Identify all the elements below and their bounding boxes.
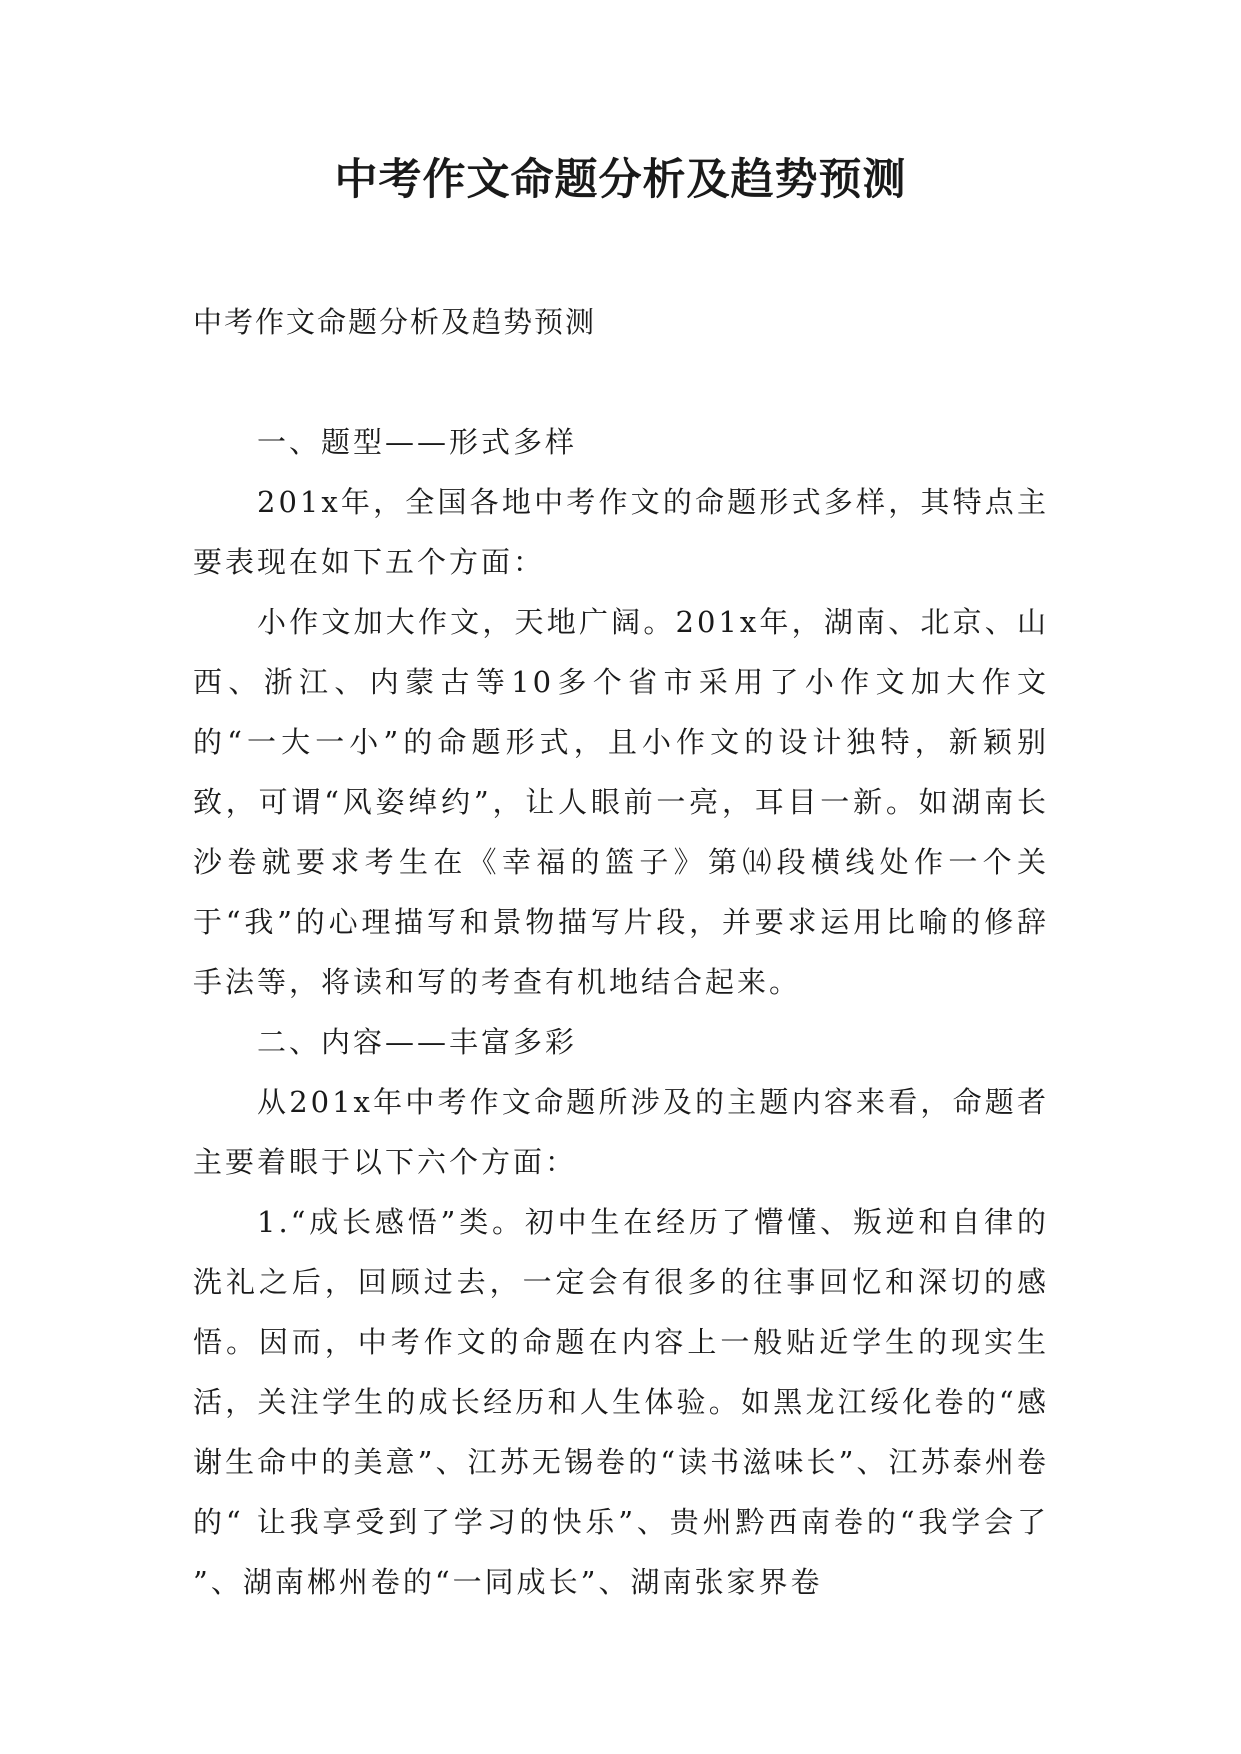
paragraph: 小作文加大作文，天地广阔。201x年，湖南、北京、山西、浙江、内蒙古等10多个省市采用了小作文加大作文的“一大一小”的命题形式，且小作文的设计独特，新颖别致，可谓“风姿绰约”，让人眼前一亮，耳目一新。如湖南长沙卷就要求考生在《幸福的篮子》第⒁段横线处作一个关于“我”的心理描写和景物描写片段，并要求运用比喻的修辞手法等，将读和写的考查有机地结合起来。 xyxy=(193,605,1049,999)
document-title: 中考作文命题分析及趋势预测 xyxy=(334,155,907,205)
section-heading-1: 一、题型——形式多样 xyxy=(257,425,578,459)
section-heading-2: 二、内容——丰富多彩 xyxy=(257,1025,578,1059)
document-subtitle: 中考作文命题分析及趋势预测 xyxy=(193,305,597,339)
paragraph: 从201x年中考作文命题所涉及的主题内容来看，命题者主要着眼于以下六个方面： xyxy=(193,1085,1049,1179)
paragraph: 1.“成长感悟”类。初中生在经历了懵懂、叛逆和自律的洗礼之后，回顾过去，一定会有很多的往事回忆和深切的感悟。因而，中考作文的命题在内容上一般贴近学生的现实生活，关注学生的成长经历和人生体验。如黑龙江绥化卷的“感谢生命中的美意”、江苏无锡卷的“读书滋味长”、江苏泰州卷的“ 让我享受到了学习的快乐”、贵州黔西南卷的“我学会了 ”、湖南郴州卷的“一同成长”、湖南张家界卷 xyxy=(193,1205,1049,1599)
paragraph: 201x年，全国各地中考作文的命题形式多样，其特点主要表现在如下五个方面： xyxy=(193,485,1049,579)
document-body xyxy=(193,292,1049,1612)
